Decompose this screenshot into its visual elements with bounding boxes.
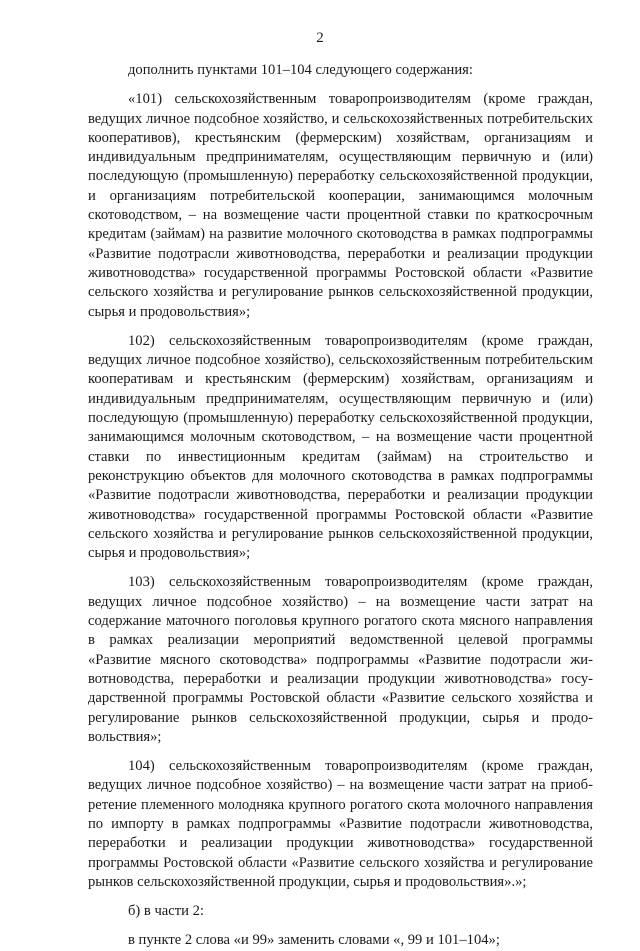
subsection-paragraph: б) в части 2: xyxy=(128,903,204,920)
page-number: 2 xyxy=(316,30,324,46)
item-102-paragraph: 102) сельскохозяйственным товаропроизводителям (кроме граждан, ведущих личное подсобное хозяйство), сельскохозяйственным потребительским кооперативам и крестьянским (фермерским) хозяйствам, организациям и индивидуальным предпринимателям, осуществляющим первичную и (или) последующую (промышленную) переработку сельскохозяйственной продукции, занимающимся молочным скотоводством, – на возмещение части процентной ставки по инвестиционным кредитам (займам) на строительство и реконструкцию объектов для молочного скотоводства в рамках подпрограммы «Развитие подотрасли животноводства, переработки и реализации продукции животноводства» государственной программы Ростовской области «Развитие сельского хозяйства и регулирование рынков сельскохозяйственной продукции, сырья и продовольствия»; xyxy=(88,332,593,562)
document-body xyxy=(88,61,593,951)
intro-paragraph: дополнить пунктами 101–104 следующего содержания: xyxy=(128,62,473,78)
item-103-paragraph: 103) сельскохозяйственным товаропроизводителям (кроме граждан, ведущих личное подсобное хозяйство) – на возмещение части затрат на содержание маточного поголовья крупного рогатого скота мясного направления в рамках реализации мероприятий ведомственной целевой программы «Развитие мясного скотоводства» подпрограммы «Развитие подотрасли животноводства, переработки и реализации продукции животноводства» государственной программы Ростовской области «Развитие сельского хозяйства и регулирование рынков сельскохозяйственной продукции, сырья и продовольствия»; xyxy=(88,574,593,745)
replacement-paragraph: в пункте 2 слова «и 99» заменить словами «, 99 и 101–104»; xyxy=(128,932,500,949)
item-101-paragraph: «101) сельскохозяйственным товаропроизводителям (кроме граждан, ведущих личное подсобное хозяйство, и сельскохозяйственных потребительских кооперативов), крестьянским (фермерским) хозяйствам, организациям и индивидуальным предпринимателям, осуществляющим первичную и (или) последующую (промышленную) переработку сельскохозяйственной продукции, и организациям потребительской кооперации, занимающимся молочным скотоводством, – на возмещение части процентной ставки по краткосрочным кредитам (займам) на развитие молочного скотоводства в рамках подпрограммы «Развитие подотрасли животноводства, переработки и реализации продукции животноводства» государственной программы Ростовской области «Развитие сельского хозяйства и регулирование рынков сельскохозяйственной продукции, сырья и продовольствия»; xyxy=(88,91,593,320)
item-104-paragraph: 104) сельскохозяйственным товаропроизводителям (кроме граждан, ведущих личное подсобное хозяйство) – на возмещение части затрат на приобретение племенного молодняка крупного рогатого скота молочного направления по импорту в рамках подпрограммы «Развитие подотрасли животноводства, переработки и реализации продукции животноводства» государственной программы Ростовской области «Развитие сельского хозяйства и регулирование рынков сельскохозяйственной продукции, сырья и продовольствия».»; xyxy=(88,758,593,890)
